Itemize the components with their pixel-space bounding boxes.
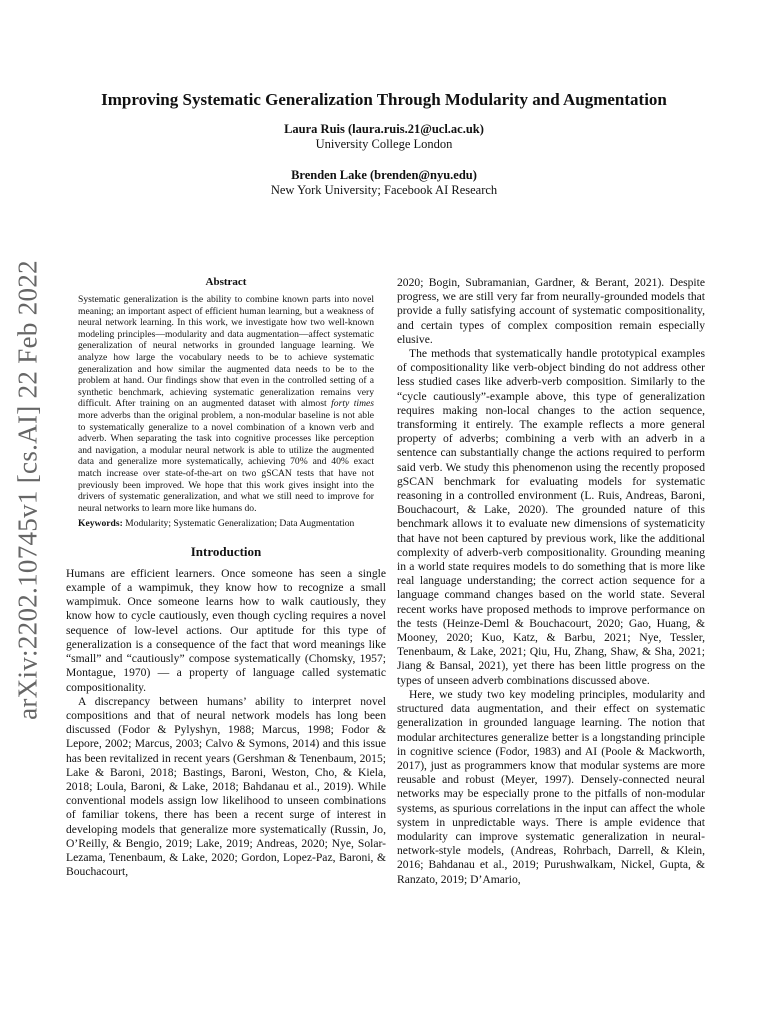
author-name: Brenden Lake (brenden@nyu.edu): [291, 168, 477, 182]
intro-paragraph-2-continued: 2020; Bogin, Subramanian, Gardner, & Berant, 2021). Despite progress, we are still very far from neurally-grounded models that provide a fully satisfying account of systematic compositionality, and certain types of complex composition remain especially elusive.: [397, 276, 705, 346]
right-column: [397, 276, 705, 887]
abstract-text: [78, 294, 374, 514]
abstract-part-1: Systematic generalization is the ability to combine known parts into novel meaning; an important aspect of efficient human learning, but a weakness of neural network learning. In this work, we investigate how two well-known modeling principles—modularity and data augmentation—affect systematic generalization of neural networks in grounded language learning. We analyze how large the vocabulary needs to be to achieve systematic generalization and how similar the augmented data needs to be to the problem at hand. Our findings show that even in the controlled setting of a synthetic benchmark, achieving systematic generalization remains very difficult. After training on an augmented dataset with almost: [78, 294, 374, 410]
keywords-text: Modularity; Systematic Generalization; Data Augmentation: [125, 518, 355, 530]
intro-paragraph-3: The methods that systematically handle prototypical examples of compositionality like verb-object binding do not address other less studied cases like adverb-verb composition. Similarly to the “cycle cautiously”-example above, this type of generalization requires making non-local changes to the action sequence, transforming it entirely. The example reflects a more general property of adverbs; combining a verb with an adverb in a sentence can substantially change the actions required to perform said verb. We study this phenomenon using the recently proposed gSCAN benchmark for evaluating models for systematic reasoning in a controlled environment (L. Ruis, Andreas, Baroni, Bouchacourt, & Lake, 2020). The grounded nature of this benchmark allows it to evaluate new dimensions of systematicity that have not been captured by previous work, like the additional complexity of adverb-verb compositionality. Grounding meaning in a world state requires models to do something that is more like real language understanding; the correct action sequence for a language command changes based on the world state. Several recent works have proposed methods to improve performance on the tests (Heinze-Deml & Bouchacourt, 2020; Gao, Huang, & Mooney, 2020; Kuo, Katz, & Barbu, 2021; Nye, Tessler, Tenenbaum, & Lake, 2021; Qiu, Hu, Zhang, Shaw, & Sha, 2021; Jiang & Bansal, 2021), yet there has been little progress on the types of unseen adverb combinations discussed above.: [397, 347, 705, 687]
left-column: [66, 276, 386, 879]
keywords-line: [78, 518, 374, 530]
keywords-label: Keywords:: [78, 518, 123, 530]
paper-title: Improving Systematic Generalization Through Modularity and Augmentation: [101, 90, 667, 109]
abstract-heading: Abstract: [205, 276, 247, 288]
author-block-2: [60, 168, 708, 198]
author-name: Laura Ruis (laura.ruis.21@ucl.ac.uk): [284, 122, 484, 136]
intro-paragraph-4: Here, we study two key modeling principles, modularity and structured data augmentation, and their effect on systematic generalization in grounded language learning. The notion that modular architectures generalize better is a longstanding principle in cognitive science (Fodor, 1983) and AI (Poole & Mackworth, 2017), just as programmers know that modular systems are more reusable and robust (Meyer, 1997). Densely-connected neural networks may be especially prone to the pitfalls of non-modular systems, as spurious correlations in the input can affect the whole system in unpredictable ways. There is ample evidence that modularity can improve systematic generalization in neural-network-style models, (Andreas, Rohrbach, Darrell, & Klein, 2016; Bahdanau et al., 2019; Purushwalkam, Nickel, Gupta, & Ranzato, 2019; D’Amario,: [397, 687, 705, 886]
section-heading-introduction: Introduction: [190, 543, 262, 559]
intro-paragraph-2: A discrepancy between humans’ ability to interpret novel compositions and that of neural network models has long been discussed (Fodor & Pylyshyn, 1988; Marcus, 1998; Fodor & Lepore, 2002; Marcus, 2003; Calvo & Symons, 2014) and this issue has been revitalized in recent years (Gershman & Tenenbaum, 2015; Lake & Baroni, 2018; Bastings, Baroni, Weston, Cho, & Kiela, 2018; Loula, Baroni, & Lake, 2018; Bahdanau et al., 2019). While conventional models assign low likelihood to unseen combinations of familiar tokens, there has been a recent surge of interest in developing models that generalize more systematically (Russin, Jo, O’Reilly, & Bengio, 2019; Lake, 2019; Andreas, 2020; Nye, Solar-Lezama, Tenenbaum, & Lake, 2020; Gordon, Lopez-Paz, Baroni, & Bouchacourt,: [66, 694, 386, 879]
abstract-part-2: more adverbs than the original problem, a non-modular baseline is not able to systematically generalize to a novel combination of a known verb and adverb. When separating the task into cognitive processes like perception and navigation, a modular neural network is able to utilize the augmented data and generalize more systematically, achieving 70% and 40% exact match increase over state-of-the-art on two gSCAN tests that have not previously been improved. We hope that this work gives insight into the drivers of systematic generalization, and what we still need to improve for neural networks to learn more like humans do.: [78, 409, 374, 514]
author-affiliation: New York University; Facebook AI Research: [270, 183, 498, 197]
author-affiliation: University College London: [315, 137, 453, 151]
author-block-1: [60, 122, 708, 152]
arxiv-side-stamp: [8, 260, 48, 720]
intro-paragraph-1: Humans are efficient learners. Once someone has seen a single example of a wampimuk, they know how to recognize a small wampimuk. Once someone learns how to walk cautiously, they know how to cycle cautiously, even though cycling requires a novel sequence of low-level actions. Our aptitude for this type of generalization is a consequence of the fact that word meanings like “small” and “cautiously” compose systematically (Chomsky, 1957; Montague, 1970) — a property of language called systematic compositionality.: [66, 566, 386, 694]
arxiv-stamp-text: arXiv:2202.10745v1 [cs.AI] 22 Feb 2022: [12, 260, 43, 720]
abstract-emphasis: forty times: [331, 398, 374, 410]
